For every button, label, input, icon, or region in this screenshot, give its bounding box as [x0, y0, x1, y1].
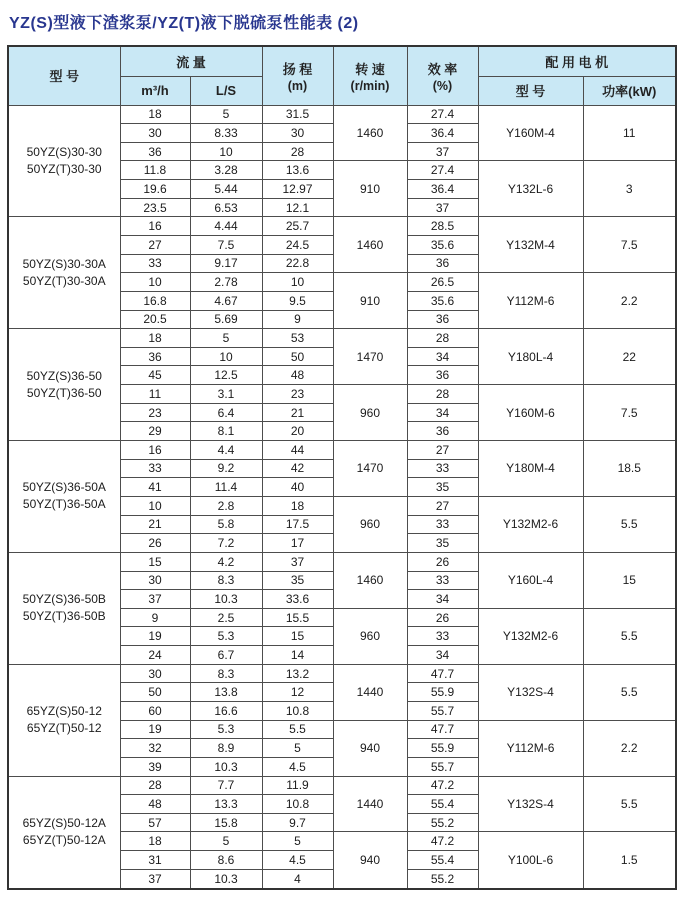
efficiency-cell: 55.7	[407, 702, 478, 721]
table-row	[8, 664, 676, 683]
head-cell: 35	[262, 571, 333, 590]
flow-ls-cell: 8.9	[190, 739, 262, 758]
motor-model-cell: Y160M-4	[478, 105, 583, 161]
flow-m3h-cell: 30	[120, 664, 190, 683]
header-efficiency-label: 效 率	[427, 61, 458, 77]
head-cell: 5.5	[262, 720, 333, 739]
motor-model-cell: Y132M2-6	[478, 608, 583, 664]
header-flow: 流 量	[120, 46, 262, 76]
flow-ls-cell: 10.3	[190, 590, 262, 609]
header-speed	[333, 46, 407, 105]
efficiency-cell: 33	[407, 515, 478, 534]
efficiency-cell: 35	[407, 534, 478, 553]
head-cell: 48	[262, 366, 333, 385]
pump-model-cell	[8, 329, 120, 441]
motor-model-cell: Y132M-4	[478, 217, 583, 273]
motor-model-cell: Y132S-4	[478, 664, 583, 720]
efficiency-cell: 33	[407, 627, 478, 646]
flow-ls-cell: 4.4	[190, 441, 262, 460]
header-head	[262, 46, 333, 105]
head-cell: 25.7	[262, 217, 333, 236]
efficiency-cell: 34	[407, 347, 478, 366]
head-cell: 24.5	[262, 235, 333, 254]
head-cell: 4.5	[262, 757, 333, 776]
head-cell: 22.8	[262, 254, 333, 273]
pump-model-cell	[8, 441, 120, 553]
speed-cell: 1440	[333, 776, 407, 832]
efficiency-cell: 34	[407, 646, 478, 665]
header-efficiency	[407, 46, 478, 105]
flow-m3h-cell: 16	[120, 441, 190, 460]
pump-model-line: 65YZ(S)50-12	[26, 704, 102, 719]
flow-m3h-cell: 19.6	[120, 180, 190, 199]
head-cell: 37	[262, 552, 333, 571]
efficiency-cell: 35.6	[407, 235, 478, 254]
motor-power-cell: 5.5	[583, 776, 676, 832]
motor-model-cell: Y180L-4	[478, 329, 583, 385]
head-cell: 5	[262, 739, 333, 758]
efficiency-cell: 55.9	[407, 739, 478, 758]
flow-m3h-cell: 29	[120, 422, 190, 441]
speed-cell: 1470	[333, 329, 407, 385]
flow-m3h-cell: 48	[120, 795, 190, 814]
pump-model-cell	[8, 217, 120, 329]
head-cell: 10.8	[262, 795, 333, 814]
flow-m3h-cell: 37	[120, 869, 190, 889]
flow-ls-cell: 8.33	[190, 124, 262, 143]
flow-ls-cell: 2.78	[190, 273, 262, 292]
flow-ls-cell: 13.8	[190, 683, 262, 702]
flow-ls-cell: 10.3	[190, 869, 262, 889]
flow-ls-cell: 3.1	[190, 385, 262, 404]
flow-ls-cell: 10	[190, 142, 262, 161]
head-cell: 53	[262, 329, 333, 348]
flow-m3h-cell: 16.8	[120, 291, 190, 310]
head-cell: 31.5	[262, 105, 333, 124]
head-cell: 40	[262, 478, 333, 497]
flow-m3h-cell: 10	[120, 496, 190, 515]
flow-m3h-cell: 18	[120, 329, 190, 348]
flow-m3h-cell: 60	[120, 702, 190, 721]
pump-model-cell	[8, 552, 120, 664]
flow-m3h-cell: 30	[120, 124, 190, 143]
flow-ls-cell: 2.5	[190, 608, 262, 627]
motor-model-cell: Y132M2-6	[478, 496, 583, 552]
flow-m3h-cell: 23.5	[120, 198, 190, 217]
flow-ls-cell: 6.4	[190, 403, 262, 422]
flow-m3h-cell: 36	[120, 142, 190, 161]
flow-ls-cell: 15.8	[190, 813, 262, 832]
efficiency-cell: 27	[407, 441, 478, 460]
head-cell: 10	[262, 273, 333, 292]
efficiency-cell: 26.5	[407, 273, 478, 292]
head-cell: 10.8	[262, 702, 333, 721]
head-cell: 30	[262, 124, 333, 143]
flow-ls-cell: 11.4	[190, 478, 262, 497]
flow-m3h-cell: 33	[120, 254, 190, 273]
header-flow-m3h: m³/h	[120, 76, 190, 105]
flow-ls-cell: 4.67	[190, 291, 262, 310]
table-row	[8, 105, 676, 124]
motor-model-cell: Y160M-6	[478, 385, 583, 441]
pump-model-line: 50YZ(T)30-30A	[22, 273, 106, 288]
head-cell: 44	[262, 441, 333, 460]
efficiency-cell: 28	[407, 385, 478, 404]
flow-m3h-cell: 32	[120, 739, 190, 758]
flow-ls-cell: 10	[190, 347, 262, 366]
head-cell: 21	[262, 403, 333, 422]
efficiency-cell: 33	[407, 459, 478, 478]
flow-m3h-cell: 9	[120, 608, 190, 627]
flow-m3h-cell: 45	[120, 366, 190, 385]
flow-ls-cell: 13.3	[190, 795, 262, 814]
header-flow-ls: L/S	[190, 76, 262, 105]
head-cell: 15	[262, 627, 333, 646]
flow-ls-cell: 5.3	[190, 720, 262, 739]
head-cell: 9	[262, 310, 333, 329]
table-row	[8, 776, 676, 795]
efficiency-cell: 36.4	[407, 180, 478, 199]
motor-model-cell: Y112M-6	[478, 273, 583, 329]
efficiency-cell: 27	[407, 496, 478, 515]
motor-power-cell: 7.5	[583, 217, 676, 273]
flow-ls-cell: 5.8	[190, 515, 262, 534]
pump-model-cell	[8, 776, 120, 889]
header-speed-unit: (r/min)	[350, 78, 390, 93]
speed-cell: 940	[333, 720, 407, 776]
head-cell: 17.5	[262, 515, 333, 534]
motor-model-cell: Y180M-4	[478, 441, 583, 497]
flow-ls-cell: 8.1	[190, 422, 262, 441]
flow-ls-cell: 9.2	[190, 459, 262, 478]
motor-power-cell: 2.2	[583, 720, 676, 776]
header-efficiency-unit: (%)	[432, 78, 453, 93]
flow-ls-cell: 5.69	[190, 310, 262, 329]
motor-power-cell: 18.5	[583, 441, 676, 497]
speed-cell: 1440	[333, 664, 407, 720]
flow-ls-cell: 7.5	[190, 235, 262, 254]
motor-power-cell: 5.5	[583, 664, 676, 720]
head-cell: 9.5	[262, 291, 333, 310]
flow-ls-cell: 8.3	[190, 664, 262, 683]
flow-m3h-cell: 19	[120, 627, 190, 646]
head-cell: 9.7	[262, 813, 333, 832]
motor-power-cell: 5.5	[583, 608, 676, 664]
flow-m3h-cell: 20.5	[120, 310, 190, 329]
head-cell: 4	[262, 869, 333, 889]
header-motor-model: 型 号	[478, 76, 583, 105]
head-cell: 42	[262, 459, 333, 478]
pump-model-line: 65YZ(S)50-12A	[22, 816, 106, 831]
pump-model-line: 50YZ(S)36-50B	[22, 592, 106, 607]
flow-ls-cell: 5.3	[190, 627, 262, 646]
efficiency-cell: 35	[407, 478, 478, 497]
flow-m3h-cell: 18	[120, 105, 190, 124]
speed-cell: 960	[333, 496, 407, 552]
table-row	[8, 441, 676, 460]
flow-m3h-cell: 41	[120, 478, 190, 497]
motor-power-cell: 3	[583, 161, 676, 217]
efficiency-cell: 55.4	[407, 851, 478, 870]
efficiency-cell: 27.4	[407, 161, 478, 180]
pump-model-line: 65YZ(T)50-12	[26, 721, 102, 736]
flow-m3h-cell: 26	[120, 534, 190, 553]
flow-m3h-cell: 18	[120, 832, 190, 851]
flow-m3h-cell: 15	[120, 552, 190, 571]
flow-ls-cell: 8.3	[190, 571, 262, 590]
head-cell: 12	[262, 683, 333, 702]
efficiency-cell: 47.2	[407, 776, 478, 795]
head-cell: 14	[262, 646, 333, 665]
flow-m3h-cell: 27	[120, 235, 190, 254]
motor-model-cell: Y100L-6	[478, 832, 583, 889]
speed-cell: 960	[333, 385, 407, 441]
efficiency-cell: 55.2	[407, 869, 478, 889]
flow-m3h-cell: 39	[120, 757, 190, 776]
efficiency-cell: 27.4	[407, 105, 478, 124]
pump-model-line: 65YZ(T)50-12A	[22, 833, 106, 848]
pump-model-line: 50YZ(S)30-30	[26, 144, 102, 159]
head-cell: 5	[262, 832, 333, 851]
efficiency-cell: 34	[407, 403, 478, 422]
efficiency-cell: 28	[407, 329, 478, 348]
flow-m3h-cell: 57	[120, 813, 190, 832]
speed-cell: 910	[333, 161, 407, 217]
table-row	[8, 329, 676, 348]
pump-model-cell	[8, 664, 120, 776]
head-cell: 13.2	[262, 664, 333, 683]
motor-power-cell: 15	[583, 552, 676, 608]
efficiency-cell: 36	[407, 422, 478, 441]
flow-ls-cell: 5.44	[190, 180, 262, 199]
flow-ls-cell: 9.17	[190, 254, 262, 273]
efficiency-cell: 55.2	[407, 813, 478, 832]
motor-power-cell: 5.5	[583, 496, 676, 552]
flow-ls-cell: 5	[190, 832, 262, 851]
flow-m3h-cell: 16	[120, 217, 190, 236]
efficiency-cell: 36	[407, 254, 478, 273]
speed-cell: 960	[333, 608, 407, 664]
efficiency-cell: 36.4	[407, 124, 478, 143]
efficiency-cell: 36	[407, 366, 478, 385]
pump-model-line: 50YZ(S)30-30A	[22, 256, 106, 271]
pump-model-line: 50YZ(T)36-50A	[22, 497, 106, 512]
head-cell: 33.6	[262, 590, 333, 609]
flow-ls-cell: 16.6	[190, 702, 262, 721]
head-cell: 23	[262, 385, 333, 404]
pump-model-line: 50YZ(S)36-50	[26, 368, 102, 383]
flow-m3h-cell: 11.8	[120, 161, 190, 180]
header-head-label: 扬 程	[282, 61, 313, 77]
pump-model-line: 50YZ(T)36-50B	[22, 609, 106, 624]
efficiency-cell: 55.4	[407, 795, 478, 814]
flow-ls-cell: 6.7	[190, 646, 262, 665]
flow-ls-cell: 3.28	[190, 161, 262, 180]
head-cell: 50	[262, 347, 333, 366]
efficiency-cell: 47.7	[407, 664, 478, 683]
head-cell: 12.97	[262, 180, 333, 199]
efficiency-cell: 26	[407, 608, 478, 627]
motor-power-cell: 22	[583, 329, 676, 385]
head-cell: 18	[262, 496, 333, 515]
header-head-unit: (m)	[287, 78, 308, 93]
flow-ls-cell: 6.53	[190, 198, 262, 217]
header-motor: 配 用 电 机	[478, 46, 676, 76]
efficiency-cell: 55.9	[407, 683, 478, 702]
flow-ls-cell: 8.6	[190, 851, 262, 870]
flow-m3h-cell: 21	[120, 515, 190, 534]
flow-ls-cell: 12.5	[190, 366, 262, 385]
head-cell: 28	[262, 142, 333, 161]
flow-m3h-cell: 36	[120, 347, 190, 366]
flow-ls-cell: 5	[190, 105, 262, 124]
speed-cell: 1460	[333, 105, 407, 161]
motor-power-cell: 7.5	[583, 385, 676, 441]
motor-power-cell: 11	[583, 105, 676, 161]
flow-m3h-cell: 19	[120, 720, 190, 739]
head-cell: 4.5	[262, 851, 333, 870]
flow-ls-cell: 2.8	[190, 496, 262, 515]
table-header	[8, 46, 676, 105]
efficiency-cell: 37	[407, 198, 478, 217]
head-cell: 11.9	[262, 776, 333, 795]
speed-cell: 1460	[333, 217, 407, 273]
speed-cell: 910	[333, 273, 407, 329]
flow-ls-cell: 7.7	[190, 776, 262, 795]
flow-m3h-cell: 23	[120, 403, 190, 422]
efficiency-cell: 55.7	[407, 757, 478, 776]
table-row	[8, 217, 676, 236]
table-row	[8, 552, 676, 571]
head-cell: 17	[262, 534, 333, 553]
table-body	[8, 105, 676, 889]
flow-m3h-cell: 37	[120, 590, 190, 609]
motor-model-cell: Y160L-4	[478, 552, 583, 608]
pump-model-line: 50YZ(T)36-50	[26, 385, 102, 400]
efficiency-cell: 47.7	[407, 720, 478, 739]
motor-power-cell: 1.5	[583, 832, 676, 889]
head-cell: 12.1	[262, 198, 333, 217]
flow-m3h-cell: 10	[120, 273, 190, 292]
efficiency-cell: 35.6	[407, 291, 478, 310]
flow-ls-cell: 7.2	[190, 534, 262, 553]
efficiency-cell: 47.2	[407, 832, 478, 851]
header-motor-power: 功率(kW)	[583, 76, 676, 105]
motor-model-cell: Y112M-6	[478, 720, 583, 776]
efficiency-cell: 37	[407, 142, 478, 161]
head-cell: 20	[262, 422, 333, 441]
head-cell: 13.6	[262, 161, 333, 180]
flow-m3h-cell: 28	[120, 776, 190, 795]
speed-cell: 1470	[333, 441, 407, 497]
flow-m3h-cell: 33	[120, 459, 190, 478]
flow-ls-cell: 4.2	[190, 552, 262, 571]
flow-ls-cell: 4.44	[190, 217, 262, 236]
motor-power-cell: 2.2	[583, 273, 676, 329]
speed-cell: 1460	[333, 552, 407, 608]
header-speed-label: 转 速	[355, 61, 385, 77]
flow-m3h-cell: 30	[120, 571, 190, 590]
efficiency-cell: 36	[407, 310, 478, 329]
flow-m3h-cell: 24	[120, 646, 190, 665]
speed-cell: 940	[333, 832, 407, 889]
motor-model-cell: Y132S-4	[478, 776, 583, 832]
efficiency-cell: 33	[407, 571, 478, 590]
page-title: YZ(S)型液下渣浆泵/YZ(T)液下脱硫泵性能表 (2)	[9, 15, 359, 32]
flow-m3h-cell: 11	[120, 385, 190, 404]
pump-performance-table	[7, 45, 677, 890]
head-cell: 15.5	[262, 608, 333, 627]
flow-ls-cell: 5	[190, 329, 262, 348]
pump-model-line: 50YZ(S)36-50A	[22, 480, 106, 495]
efficiency-cell: 34	[407, 590, 478, 609]
pump-model-cell	[8, 105, 120, 217]
motor-model-cell: Y132L-6	[478, 161, 583, 217]
flow-m3h-cell: 50	[120, 683, 190, 702]
header-model: 型 号	[8, 46, 120, 105]
flow-m3h-cell: 31	[120, 851, 190, 870]
efficiency-cell: 26	[407, 552, 478, 571]
pump-model-line: 50YZ(T)30-30	[26, 161, 102, 176]
flow-ls-cell: 10.3	[190, 757, 262, 776]
efficiency-cell: 28.5	[407, 217, 478, 236]
